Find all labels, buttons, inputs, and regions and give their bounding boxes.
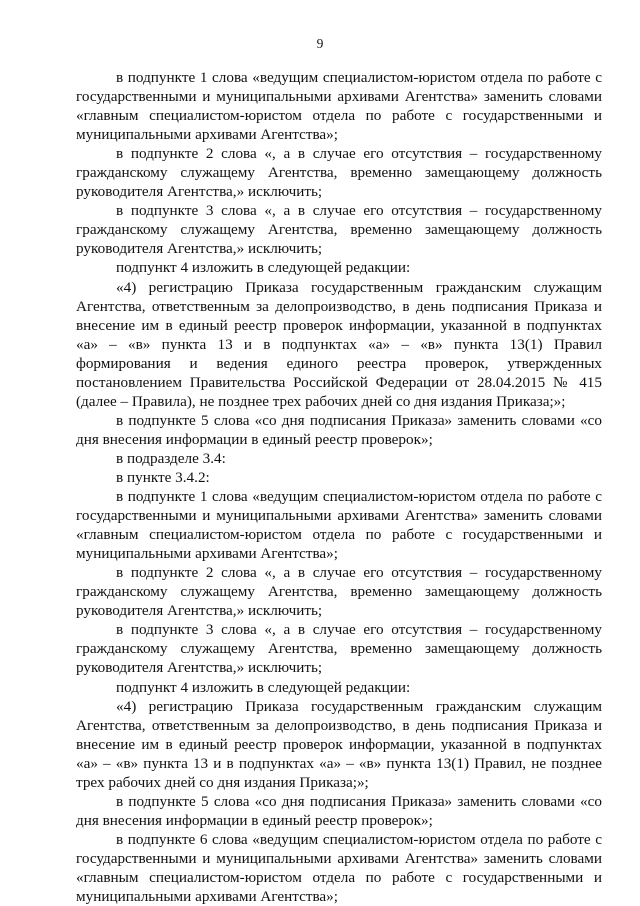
paragraph-subitem-4-intro: подпункт 4 изложить в следующей редакции: <box>116 259 411 277</box>
document-body <box>76 68 602 906</box>
paragraph-subitem-4-text: «4) регистрацию Приказа государственным гражданским служащим Агентства, ответственным за делопроизводство, в день подписания Приказа и внесение им в единый реестр проверок информации, указанной в подпунктах «а» – «в» пункта 13 и в подпунктах «а» – «в» пункта 13(1) Правил формирования и ведения единого реестра проверок, утвержденных постановлением Правительства Российской Федерации от 28.04.2015 № 415 (далее – Правила), не позднее трех рабочих дней со дня издания Приказа;»; <box>76 278 602 410</box>
paragraph-item-3-4-2: в пункте 3.4.2: <box>116 468 210 486</box>
paragraph-subitem-1-replace: в подпункте 1 слова «ведущим специалистом-юристом отдела по работе с государственными и муниципальными архивами Агентства» заменить словами «главным специалистом-юристом отдела по работе с государственными и муниципальными архивами Агентства»; <box>76 69 602 144</box>
paragraph-subitem-5-replace: в подпункте 5 слова «со дня подписания Приказа» заменить словами «со дня внесения информации в единый реестр проверок»; <box>76 411 602 448</box>
paragraph-subsection-3-4: в подразделе 3.4: <box>116 449 226 467</box>
paragraph-subitem-4-text: «4) регистрацию Приказа государственным гражданским служащим Агентства, ответственным за делопроизводство, в день подписания Приказа и внесение им в единый реестр проверок информации, указанной в подпунктах «а» – «в» пункта 13 и в подпунктах «а» – «в» пункта 13(1) Правил, не позднее трех рабочих дней со дня издания Приказа;»; <box>76 697 602 791</box>
paragraph-subitem-3-exclude: в подпункте 3 слова «, а в случае его отсутствия – государственному гражданскому служащему Агентства, временно замещающему должность руководителя Агентства,» исключить; <box>76 621 602 677</box>
paragraph-subitem-2-exclude: в подпункте 2 слова «, а в случае его отсутствия – государственному гражданскому служащему Агентства, временно замещающему должность руководителя Агентства,» исключить; <box>76 564 602 620</box>
paragraph-subitem-5-replace: в подпункте 5 слова «со дня подписания Приказа» заменить словами «со дня внесения информации в единый реестр проверок»; <box>76 792 602 829</box>
paragraph-subitem-1-replace: в подпункте 1 слова «ведущим специалистом-юристом отдела по работе с государственными и муниципальными архивами Агентства» заменить словами «главным специалистом-юристом отдела по работе с государственными и муниципальными архивами Агентства»; <box>76 488 602 563</box>
paragraph-subitem-6-replace: в подпункте 6 слова «ведущим специалистом-юристом отдела по работе с государственными и муниципальными архивами Агентства» заменить словами «главным специалистом-юристом отдела по работе с государственными и муниципальными архивами Агентства»; <box>76 830 602 906</box>
paragraph-subitem-3-exclude: в подпункте 3 слова «, а в случае его отсутствия – государственному гражданскому служащему Агентства, временно замещающему должность руководителя Агентства,» исключить; <box>76 202 602 258</box>
paragraph-subitem-2-exclude: в подпункте 2 слова «, а в случае его отсутствия – государственному гражданскому служащему Агентства, временно замещающему должность руководителя Агентства,» исключить; <box>76 145 602 201</box>
page-number: 9 <box>316 36 324 51</box>
paragraph-subitem-4-intro: подпункт 4 изложить в следующей редакции: <box>116 678 411 696</box>
